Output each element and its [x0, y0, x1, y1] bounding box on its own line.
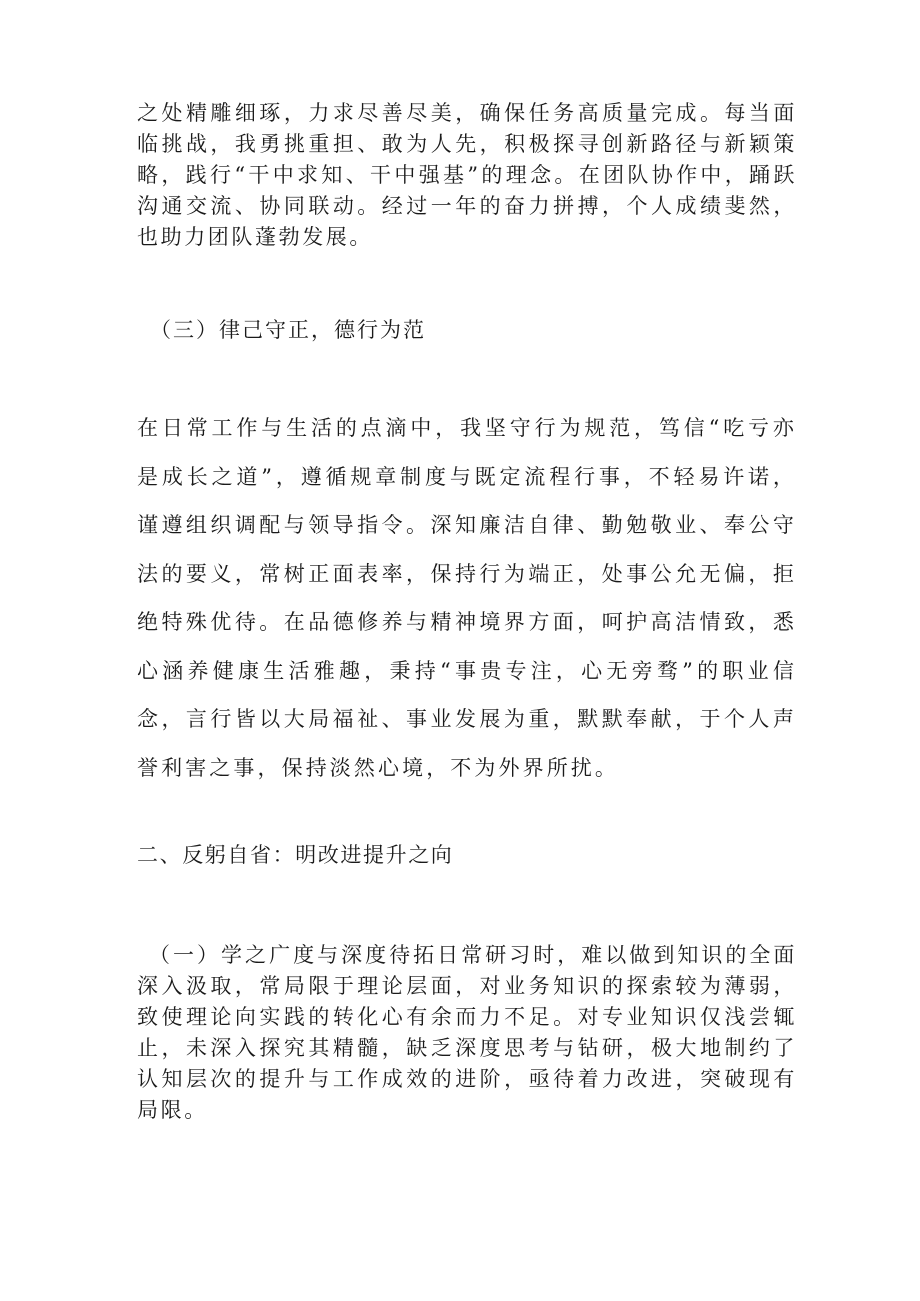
paragraph-study-depth: （一）学之广度与深度待拓日常研习时，难以做到知识的全面深入汲取，常局限于理论层面，对业务知识的探索较为薄弱，致使理论向实践的转化心有余而力不足。对专业知识仅浅尝辄止，未深入探究其精髓，缺乏深度思考与钻研，极大地制约了认知层次的提升与工作成效的进阶，亟待着力改进，突破现有局限。 — [137, 943, 797, 1122]
paragraph-conduct: 在日常工作与生活的点滴中，我坚守行为规范，笃信“吃亏亦是成长之道”，遵循规章制度与既定流程行事，不轻易许诺，谨遵组织调配与领导指令。深知廉洁自律、勤勉敬业、奉公守法的要义，常树正面表率，保持行为端正，处事公允无偏，拒绝特殊优待。在品德修养与精神境界方面，呵护高洁情致，悉心涵养健康生活雅趣，秉持“事贵专注，心无旁骛”的职业信念，言行皆以大局福祉、事业发展为重，默默奉献，于个人声誉利害之事，保持淡然心境，不为外界所扰。 — [137, 416, 797, 780]
heading-self-reflection: 二、反躬自省：明改进提升之向 — [137, 843, 454, 867]
paragraph-continued: 之处精雕细琢，力求尽善尽美，确保任务高质量完成。每当面临挑战，我勇挑重担、敢为人先，积极探寻创新路径与新颖策略，践行“干中求知、干中强基”的理念。在团队协作中，踊跃沟通交流、协同联动。经过一年的奋力拼搏，个人成绩斐然，也助力团队蓬勃发展。 — [137, 101, 797, 249]
subheading-self-discipline: （三）律己守正，德行为范 — [150, 318, 426, 342]
